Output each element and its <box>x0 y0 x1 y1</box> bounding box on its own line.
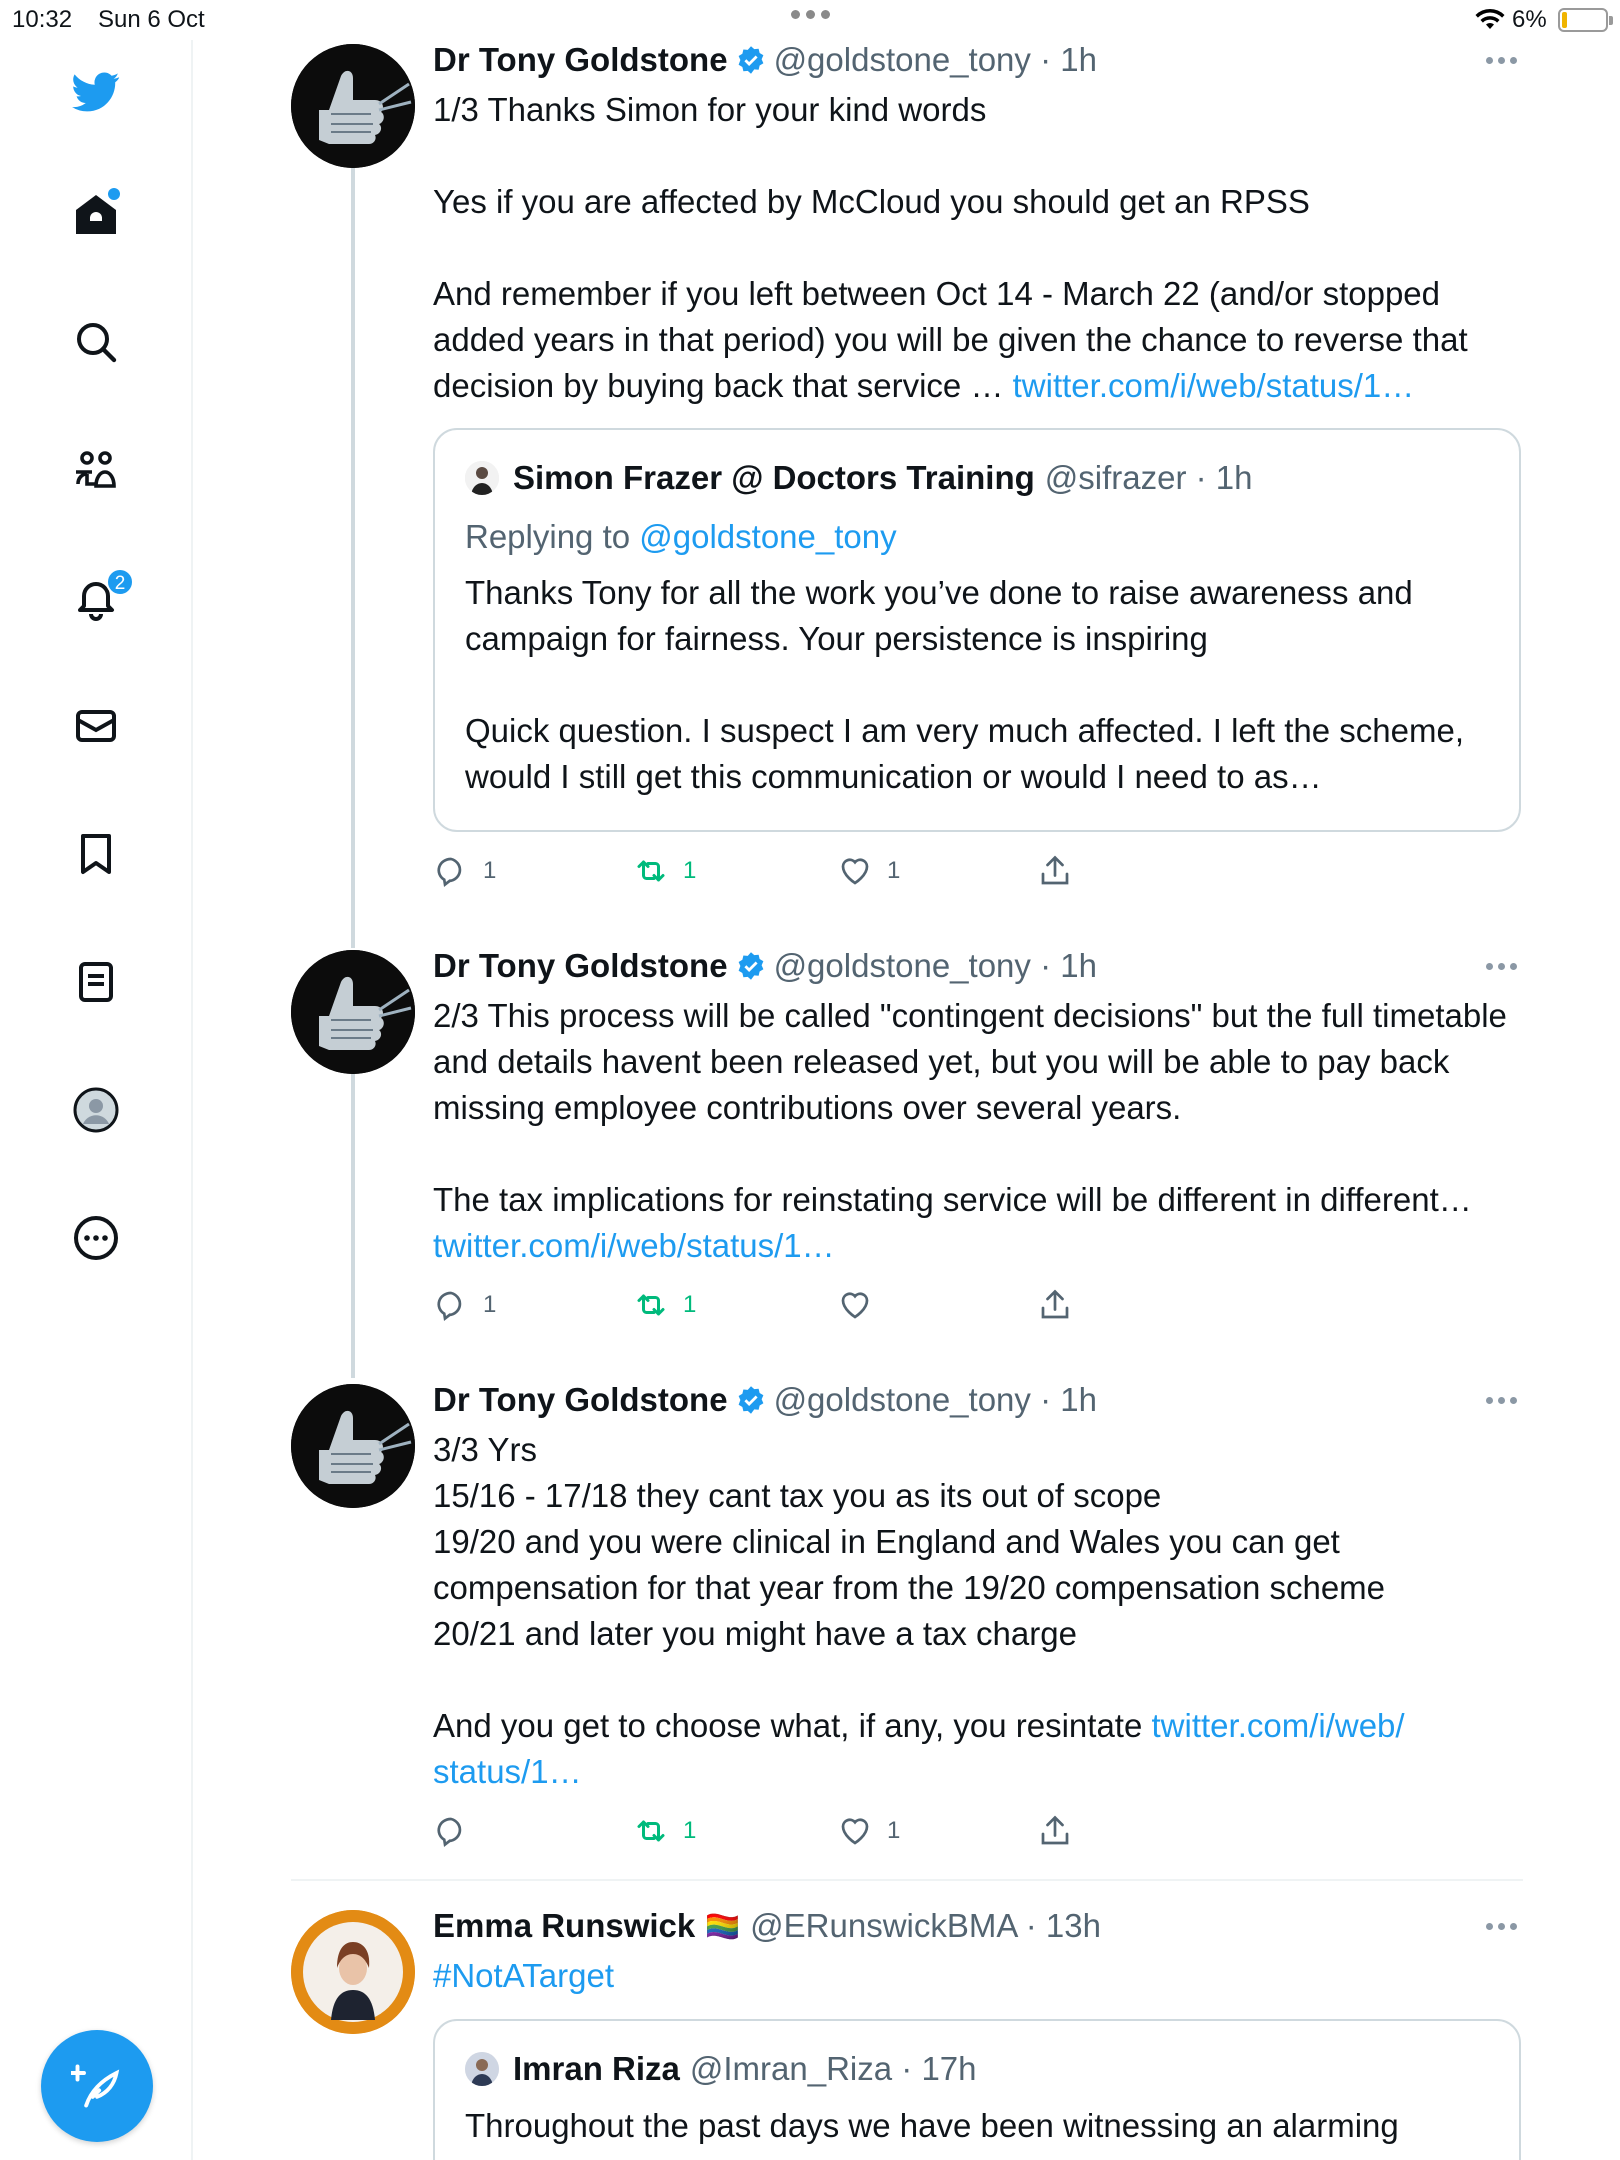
retweet-button[interactable] <box>633 851 696 891</box>
rainbow-flag-icon: 🏳️‍🌈 <box>705 1910 741 1942</box>
avatar[interactable] <box>291 950 415 1074</box>
retweet-count: 1 <box>683 1817 697 1844</box>
like-button[interactable] <box>837 1285 887 1325</box>
avatar[interactable] <box>465 461 499 495</box>
author-handle[interactable]: @goldstone_tony · 1h <box>773 947 1097 984</box>
avatar[interactable] <box>291 1384 415 1508</box>
author-name[interactable]: Emma Runswick <box>433 1907 696 1944</box>
more-options-icon[interactable] <box>1486 1921 1520 1931</box>
home-notification-dot <box>108 188 120 200</box>
tweet-link[interactable]: twitter.com/i/web/status/1… <box>433 1227 835 1264</box>
retweet-count: 1 <box>683 857 697 884</box>
tweet-actions <box>433 851 1093 891</box>
quoted-author-name[interactable]: Imran Riza <box>513 2050 680 2087</box>
status-bar <box>0 0 1620 40</box>
tweet-link[interactable]: twitter.com/i/web/ status/1… <box>433 1707 1405 1790</box>
quoted-tweet-text: Throughout the past days we have been witnessing an alarming <box>465 2107 1399 2144</box>
tweet-link[interactable]: twitter.com/i/web/status/1… <box>1012 367 1415 404</box>
tweet-body: 1/3 Thanks Simon for your kind words Yes if you are affected by McCloud you should get an RPSS And remember if you left between Oct 14 - March 22 (and/or stopped added years in that period) you will be given the chance to reverse that decision by buying back that service … <box>433 91 1468 404</box>
verified-badge-icon <box>736 951 766 981</box>
quoted-tweet[interactable] <box>433 428 1521 832</box>
multitasking-dots-icon[interactable] <box>788 4 832 24</box>
retweet-count: 1 <box>683 1291 697 1318</box>
verified-badge-icon <box>736 1385 766 1415</box>
share-button[interactable] <box>1037 1811 1073 1851</box>
quoted-tweet-header <box>465 2049 977 2089</box>
more-options-icon[interactable] <box>1486 55 1520 65</box>
retweet-button[interactable] <box>633 1285 696 1325</box>
like-count: 1 <box>887 857 901 884</box>
more-options-icon[interactable] <box>1486 1395 1520 1405</box>
quoted-author-name[interactable]: Simon Frazer @ Doctors Training <box>513 459 1035 496</box>
wifi-icon <box>1474 8 1506 32</box>
author-name[interactable]: Dr Tony Goldstone <box>433 41 728 78</box>
tweet-actions <box>433 1811 1093 1851</box>
share-button[interactable] <box>1037 851 1073 891</box>
heart-icon <box>837 853 873 889</box>
tweet-header <box>433 1378 1097 1422</box>
retweet-icon <box>633 853 669 889</box>
battery-icon <box>1558 8 1608 32</box>
tweet-body: 3/3 Yrs 15/16 - 17/18 they cant tax you as its out of scope 19/20 and you were clinical in England and Wales you can get compensation for that year from the 19/20 compensation scheme 20/21 and later you might have a tax charge And you get to choose what, if any, you resintate <box>433 1431 1386 1744</box>
heart-icon <box>837 1287 873 1323</box>
heart-icon <box>837 1813 873 1849</box>
notification-badge: 2 <box>106 568 134 596</box>
more-options-icon[interactable] <box>1486 961 1520 971</box>
reply-button[interactable] <box>433 1285 496 1325</box>
reply-count: 1 <box>483 1291 497 1318</box>
verified-badge-icon <box>736 45 766 75</box>
replying-to <box>465 518 897 556</box>
tweet-divider <box>291 1879 1523 1881</box>
tweet-text <box>433 1427 1523 1795</box>
like-count: 1 <box>887 1817 901 1844</box>
tweet-header <box>433 944 1097 988</box>
tweet-header <box>433 1904 1101 1948</box>
compose-button[interactable] <box>41 2030 153 2142</box>
share-icon <box>1037 1813 1073 1849</box>
tweet-header <box>433 38 1097 82</box>
home-icon[interactable] <box>66 184 126 244</box>
retweet-icon <box>633 1813 669 1849</box>
quoted-tweet-header <box>465 458 1252 498</box>
author-handle[interactable]: @ERunswickBMA · 13h <box>750 1907 1101 1944</box>
author-handle[interactable]: @goldstone_tony · 1h <box>773 41 1097 78</box>
like-button[interactable] <box>837 1811 900 1851</box>
like-button[interactable] <box>837 851 900 891</box>
more-circle-icon[interactable] <box>66 1208 126 1268</box>
reply-icon <box>433 1813 469 1849</box>
profile-icon[interactable] <box>66 1080 126 1140</box>
status-time: 10:32 <box>12 6 73 33</box>
avatar[interactable] <box>291 44 415 168</box>
avatar[interactable] <box>291 1910 415 2034</box>
hashtag-link[interactable]: #NotATarget <box>433 1957 614 1994</box>
mail-icon[interactable] <box>66 696 126 756</box>
author-handle[interactable]: @goldstone_tony · 1h <box>773 1381 1097 1418</box>
share-button[interactable] <box>1037 1285 1073 1325</box>
thread-line <box>351 168 355 948</box>
compose-feather-icon <box>71 2060 123 2112</box>
retweet-button[interactable] <box>633 1811 696 1851</box>
reply-button[interactable] <box>433 851 496 891</box>
reply-icon <box>433 853 469 889</box>
reply-icon <box>433 1287 469 1323</box>
battery-percent: 6% <box>1512 6 1547 33</box>
bell-icon[interactable] <box>66 568 126 628</box>
reply-button[interactable] <box>433 1811 483 1851</box>
replying-to-label: Replying to <box>465 518 640 555</box>
reply-count: 1 <box>483 857 497 884</box>
thread-line <box>351 1074 355 1378</box>
quoted-author-handle[interactable]: @Imran_Riza · 17h <box>689 2050 977 2087</box>
quoted-tweet-text: Thanks Tony for all the work you’ve done to raise awareness and campaign for fairness. Your persistence is inspiring Quick question. I suspect I am very much affected. I left the scheme, would I still get this communication or would I need to as… <box>465 574 1465 795</box>
tweet-actions <box>433 1285 1093 1325</box>
author-name[interactable]: Dr Tony Goldstone <box>433 1381 728 1418</box>
replying-to-handle[interactable]: @goldstone_tony <box>639 518 897 555</box>
quoted-author-handle[interactable]: @sifrazer · 1h <box>1044 459 1253 496</box>
list-icon[interactable] <box>66 952 126 1012</box>
avatar[interactable] <box>465 2052 499 2086</box>
share-icon <box>1037 1287 1073 1323</box>
retweet-icon <box>633 1287 669 1323</box>
quoted-tweet[interactable] <box>433 2019 1521 2160</box>
tweet-text <box>433 1953 1523 1999</box>
share-icon <box>1037 853 1073 889</box>
communities-icon[interactable] <box>66 440 126 500</box>
sidebar <box>0 40 193 2160</box>
author-name[interactable]: Dr Tony Goldstone <box>433 947 728 984</box>
search-icon[interactable] <box>66 312 126 372</box>
tweet-text <box>433 993 1523 1269</box>
status-date: Sun 6 Oct <box>98 6 205 33</box>
twitter-logo-icon[interactable] <box>66 62 126 122</box>
bookmark-icon[interactable] <box>66 824 126 884</box>
tweet-text <box>433 87 1523 409</box>
tweet-body: 2/3 This process will be called "contingent decisions" but the full timetable and details havent been released yet, but you will be able to pay back missing employee contributions over several years. The tax implications for reinstating service will be different in different… <box>433 997 1507 1218</box>
